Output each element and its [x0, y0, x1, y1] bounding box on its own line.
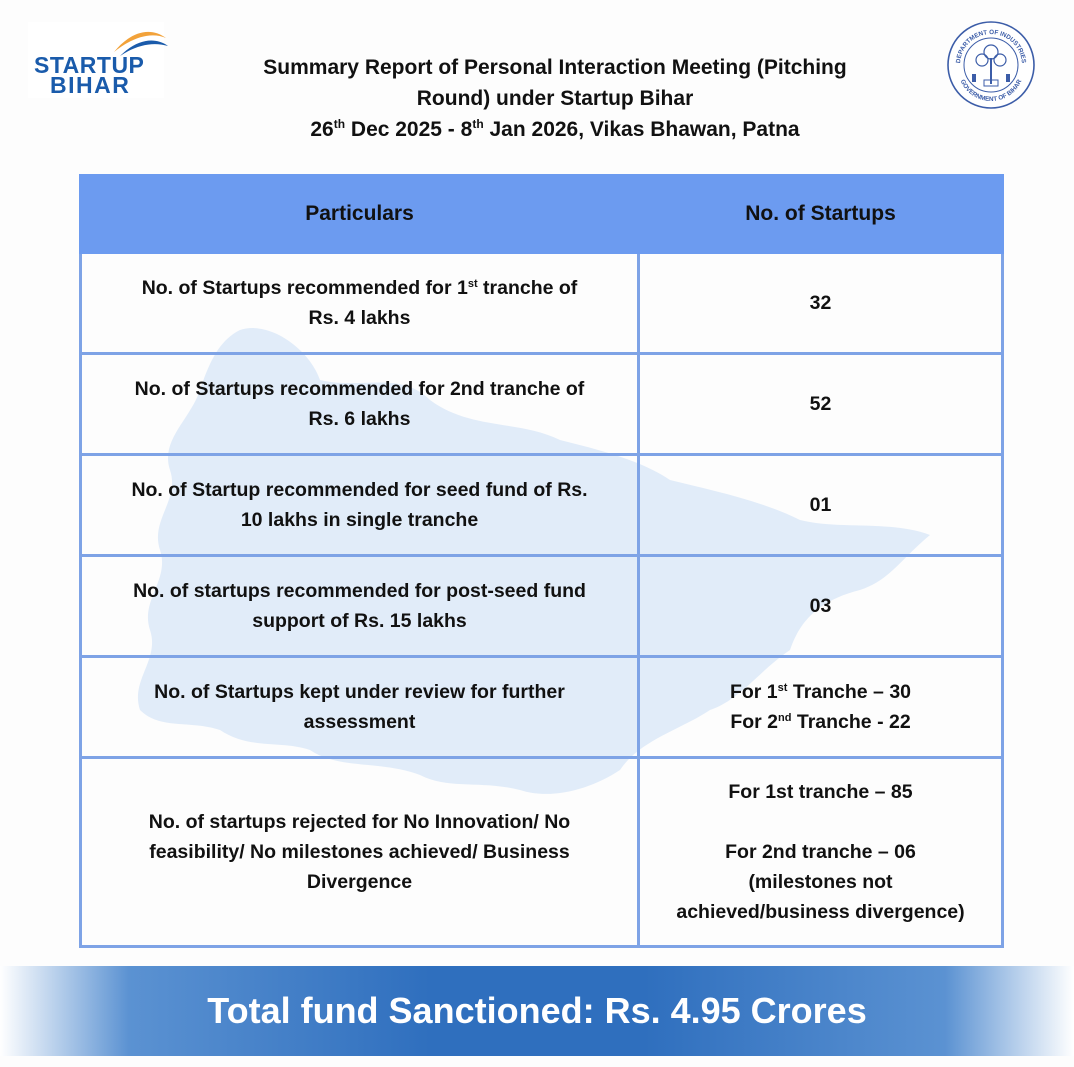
value-cell: 01 [639, 455, 1003, 556]
col-header-particulars: Particulars [81, 176, 639, 253]
total-fund-banner: Total fund Sanctioned: Rs. 4.95 Crores [0, 966, 1074, 1056]
title-line1: Summary Report of Personal Interaction Meeting (Pitching [263, 56, 847, 79]
particular-cell: No. of Startups recommended for 2nd tranche of Rs. 6 lakhs [81, 354, 639, 455]
department-seal-icon [946, 20, 1036, 110]
svg-text:GOVERNMENT OF BIHAR: GOVERNMENT OF BIHAR [958, 78, 1024, 104]
value-cell: For 1st tranche – 85 For 2nd tranche – 06 (milestones not achieved/business divergence) [639, 758, 1003, 947]
col-header-no-of-startups: No. of Startups [639, 176, 1003, 253]
value-cell: 52 [639, 354, 1003, 455]
particular-cell: No. of Startups kept under review for further assessment [81, 657, 639, 758]
particular-cell: No. of Startups recommended for 1st tranche of Rs. 4 lakhs [81, 253, 639, 354]
particular-cell: No. of Startup recommended for seed fund of Rs. 10 lakhs in single tranche [81, 455, 639, 556]
value-cell: 32 [639, 253, 1003, 354]
startup-bihar-logo [28, 22, 164, 98]
table-row [81, 758, 1003, 947]
summary-table [79, 174, 1004, 948]
table-row [81, 657, 1003, 758]
table-header-row [81, 176, 1003, 253]
table-row [81, 253, 1003, 354]
particular-cell: No. of startups rejected for No Innovation/ No feasibility/ No milestones achieved/ Business Divergence [81, 758, 639, 947]
date-venue-line: 26th Dec 2025 - 8th Jan 2026, Vikas Bhawan, Patna [310, 117, 800, 141]
value-cell: 03 [639, 556, 1003, 657]
logo-line1: STARTUP [34, 52, 145, 78]
table-row [81, 455, 1003, 556]
table-row [81, 354, 1003, 455]
logo-line2: BIHAR [50, 72, 131, 98]
table-row [81, 556, 1003, 657]
value-cell: For 1st Tranche – 30 For 2nd Tranche - 22 [639, 657, 1003, 758]
report-title [210, 52, 900, 145]
svg-text:DEPARTMENT OF INDUSTRIES: DEPARTMENT OF INDUSTRIES [955, 28, 1027, 64]
particular-cell: No. of startups recommended for post-seed fund support of Rs. 15 lakhs [81, 556, 639, 657]
title-line2: Round) under Startup Bihar [416, 87, 694, 110]
